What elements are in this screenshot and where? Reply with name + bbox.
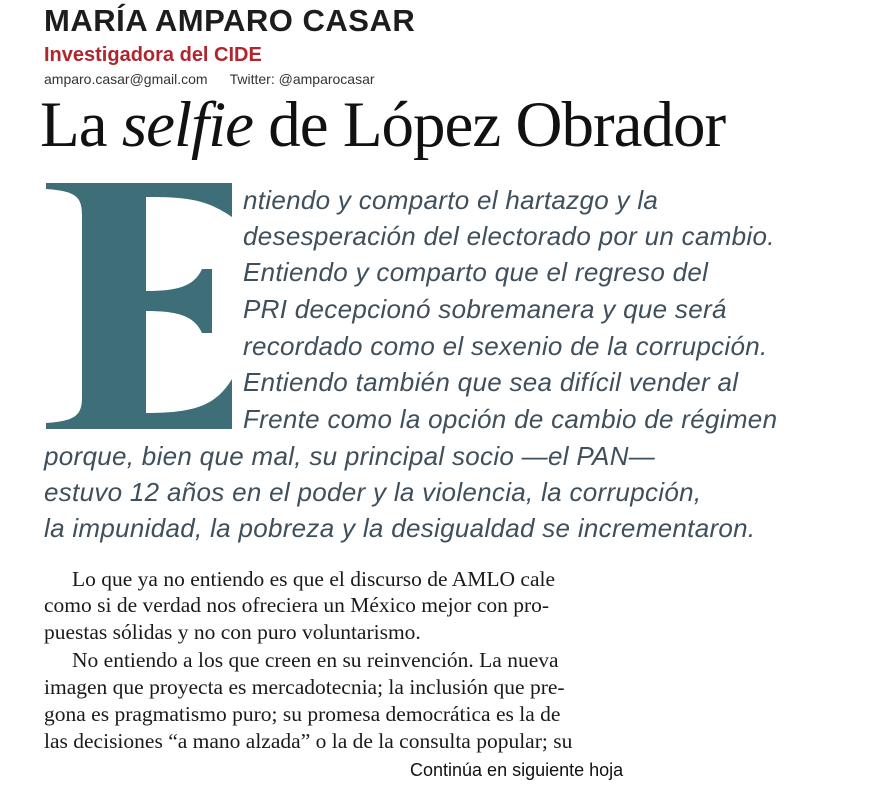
author-twitter: Twitter: @amparocasar	[229, 71, 375, 87]
author-name: MARÍA AMPARO CASAR	[44, 3, 416, 38]
author-email: amparo.casar@gmail.com	[44, 71, 208, 87]
lead-line: estuvo 12 años en el poder y la violencia, la corrupción,	[44, 477, 702, 507]
body-line: puestas sólidas y no con puro voluntarismo.	[44, 620, 421, 644]
lead-line: la impunidad, la pobreza y la desigualdad se incrementaron.	[44, 513, 756, 543]
lead-line: ntiendo y comparto el hartazgo y la	[243, 185, 659, 215]
author-contact	[44, 71, 375, 87]
lead-line: Entiendo y comparto que el regreso del	[243, 257, 709, 287]
lead-line: recordado como el sexenio de la corrupción.	[243, 331, 768, 361]
lead-line: Frente como la opción de cambio de régimen	[243, 404, 778, 434]
dropcap-letter-e	[46, 183, 232, 429]
body-line: gona es pragmatismo puro; su promesa democrática es la de	[44, 702, 561, 726]
lead-line: desesperación del electorado por un cambio.	[243, 221, 775, 251]
article-headline	[40, 88, 725, 163]
body-line: No entiendo a los que creen en su reinvención. La nueva	[72, 648, 559, 672]
body-line: imagen que proyecta es mercadotecnia; la inclusión que pre-	[44, 675, 565, 699]
headline-italic: selfie	[121, 89, 253, 161]
headline-part-2: de López Obrador	[253, 89, 726, 161]
dropcap-glyph	[46, 183, 232, 429]
lead-line: porque, bien que mal, su principal socio —el PAN—	[44, 441, 656, 471]
headline-part-1: La	[40, 89, 122, 161]
body-line: las decisiones “a mano alzada” o la de la consulta popular; su	[44, 729, 573, 753]
continue-note: Continúa en siguiente hoja	[410, 760, 624, 780]
body-line: Lo que ya no entiendo es que el discurso de AMLO cale	[72, 567, 556, 591]
lead-line: PRI decepcionó sobremanera y que será	[243, 294, 727, 324]
lead-line: Entiendo también que sea difícil vender al	[243, 367, 739, 397]
body-line: como si de verdad nos ofreciera un México mejor con pro-	[44, 593, 550, 617]
author-role: Investigadora del CIDE	[44, 44, 262, 66]
